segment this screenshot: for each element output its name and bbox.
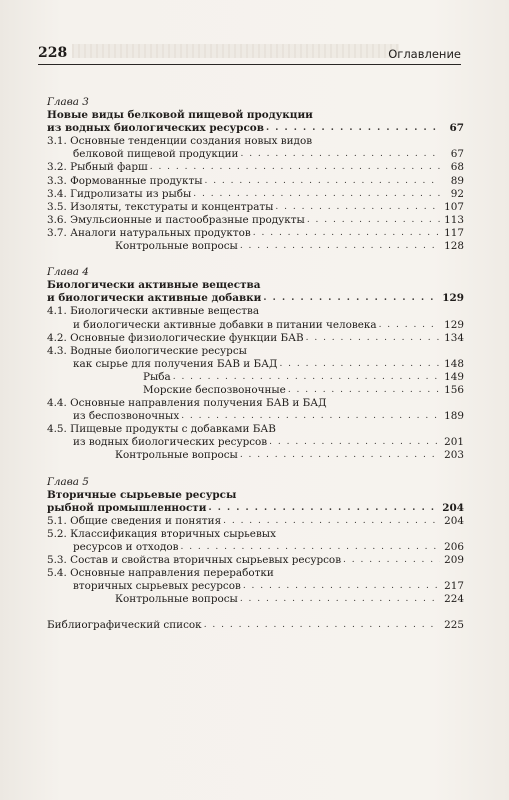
entry-page: 128	[444, 240, 464, 253]
entry-page: 217	[444, 580, 464, 593]
entry-title: Контрольные вопросы	[115, 449, 238, 462]
chapter-title-cont: и биологически активные добавки	[47, 292, 262, 305]
entry-title: 5.3. Состав и свойства вторичных сырьевых ресурсов	[47, 554, 342, 567]
page-number: 228	[38, 45, 68, 61]
dot-leader	[193, 188, 440, 201]
entry-page: 201	[444, 436, 464, 449]
entry-title: 4.2. Основные физиологические функции БАВ	[47, 331, 304, 344]
toc-entry[interactable]	[47, 436, 464, 449]
entry-page: 92	[450, 187, 464, 200]
toc-entry[interactable]	[47, 384, 464, 397]
dot-leader	[306, 332, 440, 345]
entry-title: 3.2. Рыбный фарш	[47, 161, 148, 174]
dot-leader	[266, 122, 440, 135]
entry-page: 204	[444, 514, 464, 527]
dot-leader	[181, 410, 440, 423]
entry-title: Контрольные вопросы	[115, 240, 238, 253]
toc-entry[interactable]	[47, 332, 464, 345]
dot-leader	[240, 449, 440, 462]
toc-entry[interactable]	[47, 410, 464, 423]
entry-page: 107	[444, 200, 464, 213]
entry-page: 189	[444, 410, 464, 423]
entry-title: 3.5. Изоляты, текстураты и концентраты	[47, 200, 274, 213]
dot-leader	[263, 292, 440, 305]
toc-entry-bibliography[interactable]	[47, 619, 464, 632]
toc-entry[interactable]	[47, 554, 464, 567]
chapter-title: Новые виды белковой пищевой продукции	[47, 109, 313, 122]
dot-leader	[288, 384, 440, 397]
toc-entry[interactable]	[47, 502, 464, 515]
chapter-label: Глава 3	[47, 96, 89, 108]
toc-entry-title[interactable]: 4.5. Пищевые продукты с добавками БАВ	[47, 423, 276, 436]
dot-leader	[275, 201, 440, 214]
entry-title: 3.7. Аналоги натуральных продуктов	[47, 226, 251, 239]
dot-leader	[208, 502, 440, 515]
dot-leader	[269, 436, 440, 449]
entry-title-cont: белковой пищевой продукции	[73, 148, 239, 161]
dot-leader	[240, 148, 440, 161]
table-of-contents	[47, 96, 464, 633]
dot-leader	[204, 619, 440, 632]
entry-title-cont: из беспозвоночных	[73, 410, 180, 423]
entry-page: 113	[444, 213, 464, 226]
toc-entry[interactable]	[47, 201, 464, 214]
toc-entry[interactable]	[47, 449, 464, 462]
entry-title: 3.4. Гидролизаты из рыбы	[47, 187, 192, 200]
toc-entry[interactable]	[47, 541, 464, 554]
entry-title: 3.6. Эмульсионные и пастообразные продукты	[47, 213, 305, 226]
toc-entry[interactable]	[47, 148, 464, 161]
entry-title-cont: и биологически активные добавки в питании человека	[73, 318, 377, 331]
chapter-4	[47, 266, 464, 462]
toc-entry-title[interactable]: 4.4. Основные направления получения БАВ и БАД	[47, 397, 327, 410]
entry-page: 68	[450, 161, 464, 174]
entry-title: 5.1. Общие сведения и понятия	[47, 514, 222, 527]
dot-leader	[343, 554, 440, 567]
dot-leader	[150, 161, 440, 174]
entry-page: 89	[450, 174, 464, 187]
entry-title-cont: ресурсов и отходов	[73, 541, 179, 553]
chapter-label: Глава 4	[47, 266, 89, 279]
dot-leader	[307, 214, 440, 227]
dot-leader	[253, 227, 440, 240]
toc-entry[interactable]	[47, 214, 464, 227]
toc-entry[interactable]	[47, 292, 464, 305]
chapter-5	[47, 476, 464, 607]
toc-entry[interactable]	[47, 515, 464, 528]
entry-page: 67	[450, 148, 464, 161]
entry-page: 129	[444, 318, 464, 331]
entry-page: 67	[449, 122, 464, 135]
dot-leader	[243, 580, 440, 593]
entry-title: Рыба	[143, 370, 171, 383]
entry-page: 148	[444, 357, 464, 370]
page-header	[38, 42, 461, 65]
toc-entry[interactable]	[47, 175, 464, 188]
dot-leader	[279, 358, 440, 371]
entry-title: Морские беспозвоночные	[143, 383, 286, 396]
toc-entry[interactable]	[47, 319, 464, 332]
dot-leader	[173, 371, 440, 384]
toc-entry-title[interactable]: 5.2. Классификация вторичных сырьевых	[47, 527, 276, 540]
chapter-title: Вторичные сырьевые ресурсы	[47, 488, 237, 501]
entry-page: 149	[444, 370, 464, 383]
running-title: Оглавление	[388, 47, 461, 61]
chapter-title-cont: рыбной промышленности	[47, 501, 207, 514]
entry-page: 225	[444, 619, 464, 632]
dot-leader	[379, 319, 440, 332]
entry-page: 156	[444, 383, 464, 396]
entry-page: 209	[444, 554, 464, 567]
toc-entry[interactable]	[47, 593, 464, 606]
entry-title-cont: из водных биологических ресурсов	[73, 436, 268, 449]
dot-leader	[204, 175, 440, 188]
dot-leader	[240, 240, 440, 253]
entry-page: 117	[444, 226, 464, 239]
toc-entry-title[interactable]: 4.1. Биологически активные вещества	[47, 305, 260, 318]
chapter-3	[47, 96, 464, 253]
toc-entry-title[interactable]: 4.3. Водные биологические ресурсы	[47, 344, 247, 357]
dot-leader	[223, 515, 440, 528]
toc-entry[interactable]	[47, 371, 464, 384]
entry-title: 3.3. Формованные продукты	[47, 174, 203, 187]
chapter-label: Глава 5	[47, 475, 89, 488]
entry-page: 224	[444, 593, 464, 606]
dot-leader	[180, 541, 440, 554]
entry-title-cont: вторичных сырьевых ресурсов	[73, 580, 241, 593]
toc-entry[interactable]	[47, 580, 464, 593]
toc-entry[interactable]	[47, 122, 464, 135]
toc-entry[interactable]	[47, 227, 464, 240]
toc-entry-title[interactable]: 3.1. Основные тенденции создания новых видов	[47, 135, 313, 148]
toc-entry-title[interactable]: 5.4. Основные направления переработки	[47, 567, 274, 580]
toc-entry[interactable]	[47, 240, 464, 253]
toc-entry[interactable]	[47, 161, 464, 174]
toc-entry[interactable]	[47, 188, 464, 201]
entry-page: 204	[442, 501, 464, 514]
entry-page: 206	[444, 541, 464, 553]
entry-page: 203	[444, 449, 464, 462]
entry-title: Контрольные вопросы	[115, 593, 238, 606]
toc-entry[interactable]	[47, 358, 464, 371]
chapter-title: Биологически активные вещества	[47, 279, 261, 292]
entry-page: 129	[442, 292, 464, 305]
chapter-title-cont: из водных биологических ресурсов	[47, 122, 264, 135]
dot-leader	[240, 593, 440, 606]
entry-title: Библиографический список	[47, 619, 202, 632]
entry-title-cont: как сырье для получения БАВ и БАД	[73, 357, 278, 370]
entry-page: 134	[444, 331, 464, 344]
